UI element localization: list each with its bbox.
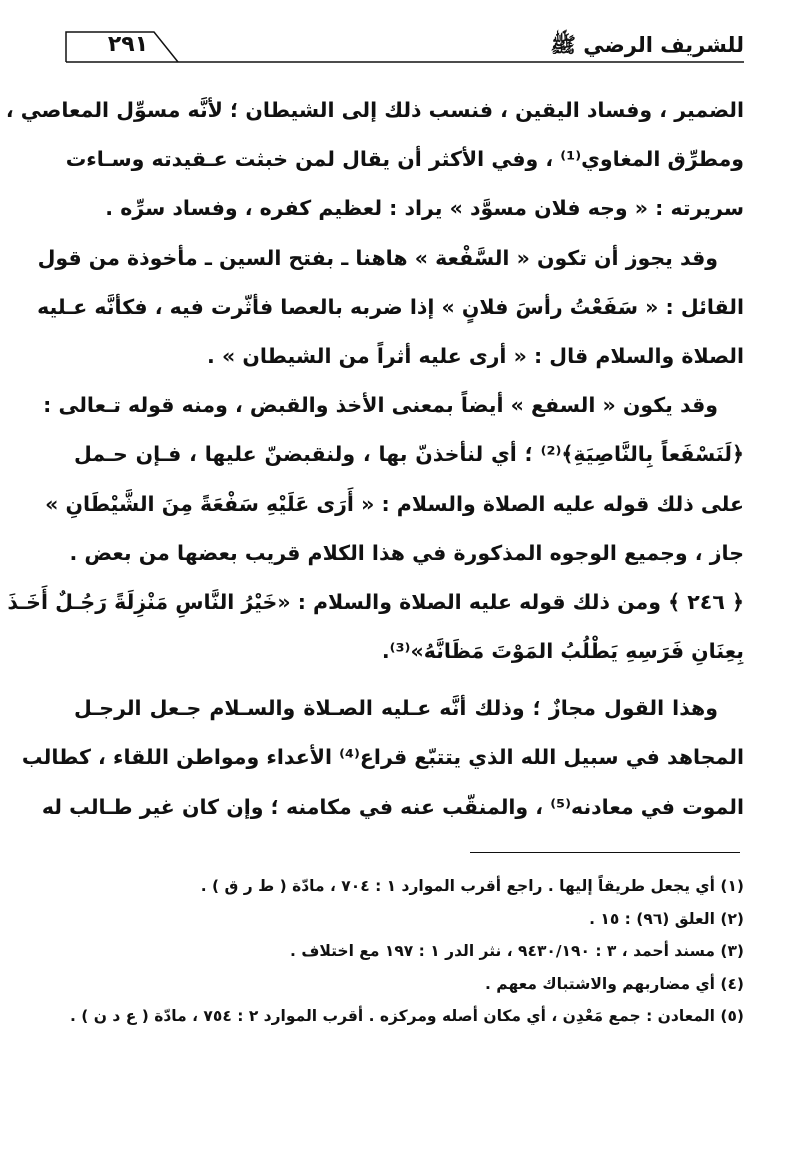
running-title: للشريف الرضي ﷺ — [550, 33, 744, 57]
text-line: وقد يكون « السفع » أيضاً بمعنى الأخذ والقبض ، ومنه قوله تـعالى : — [43, 393, 718, 418]
text-line: على ذلك قوله عليه الصلاة والسلام : « أَرَى عَلَيْهِ سَفْعَةً مِنَ الشَّيْطَانِ » — [45, 491, 744, 516]
footnote-2: (٢) العلق (٩٦) : ١٥ . — [589, 909, 744, 928]
footnote-divider — [470, 852, 740, 853]
footnote-4: (٤) أي مضاربهم والاشتباك معهم . — [485, 974, 744, 993]
footnote-1: (١) أي يجعل طريقاً إليها . راجع أقرب الموارد ١ : ٧٠٤ ، مادّة ( ط ر ق ) . — [200, 877, 744, 895]
text-line: جاز ، وجميع الوجوه المذكورة في هذا الكلام قريب بعضها من بعض . — [69, 540, 744, 565]
section-heading-line: ﴿ ٢٤٦ ﴾ ومن ذلك قوله عليه الصلاة والسلام : «خَيْرُ النَّاسِ مَنْزِلَةً رَجُـلٌ أَخَـذَ — [7, 589, 744, 614]
main-text — [5, 86, 744, 832]
page-number: ٢٩١ — [107, 32, 149, 57]
footnotes — [70, 870, 744, 1033]
hadith-quote-line: بِعِنَانِ فَرَسِهِ يَطْلُبُ المَوْتَ مَظَانَّهُ»⁽³⁾. — [381, 639, 744, 664]
text-line: الضمير ، وفساد اليقين ، فنسب ذلك إلى الشيطان ؛ لأنَّه مسوِّل المعاصي ، — [5, 98, 744, 122]
text-line: ومطرِّق المغاوي⁽¹⁾ ، وفي الأكثر أن يقال لمن خبثت عـقيدته وسـاءت — [65, 147, 744, 172]
footnote-5: (٥) المعادن : جمع مَعْدِن ، أي مكان أصله ومركزه . أقرب الموارد ٢ : ٧٥٤ ، مادّة ( ع د ن ) . — [70, 1007, 744, 1026]
running-header — [66, 28, 744, 68]
text-line: سريرته : « وجه فلان مسوَّد » يراد : لعظيم كفره ، وفساد سرِّه . — [105, 196, 744, 221]
footnote-3: (٣) مسند أحمد ، ٣ : ٩٤٣٠/١٩٠ ، نثر الدر ١ : ١٩٧ مع اختلاف . — [290, 942, 744, 961]
text-line: وقد يجوز أن تكون « السَّفْعة » هاهنا ـ بفتح السين ـ مأخوذة من قول — [37, 245, 718, 270]
text-line: ﴿لَنَسْفَعاً بِالنَّاصِيَةِ﴾⁽²⁾ ؛ أي لنأخذنّ بها ، ولنقبضنّ عليها ، فـإن حـمل — [74, 442, 744, 467]
text-line: المجاهد في سبيل الله الذي يتتبّع قراع⁽⁴⁾ الأعداء ومواطن اللقاء ، كطالب — [21, 745, 744, 770]
text-line: الصلاة والسلام قال : « أرى عليه أثراً من الشيطان » . — [207, 343, 744, 368]
text-line: القائل : « سَفَعْتُ رأسَ فلانٍ » إذا ضربه بالعصا فأثّرت فيه ، فكأنَّه عـليه — [37, 294, 744, 319]
text-line: الموت في معادنه⁽⁵⁾ ، والمنقّب عنه في مكامنه ؛ وإن كان غير طـالب له — [41, 794, 744, 819]
text-line: وهذا القول مجازٌ ؛ وذلك أنَّه عـليه الصـلاة والسـلام جـعل الرجـل — [74, 696, 718, 721]
